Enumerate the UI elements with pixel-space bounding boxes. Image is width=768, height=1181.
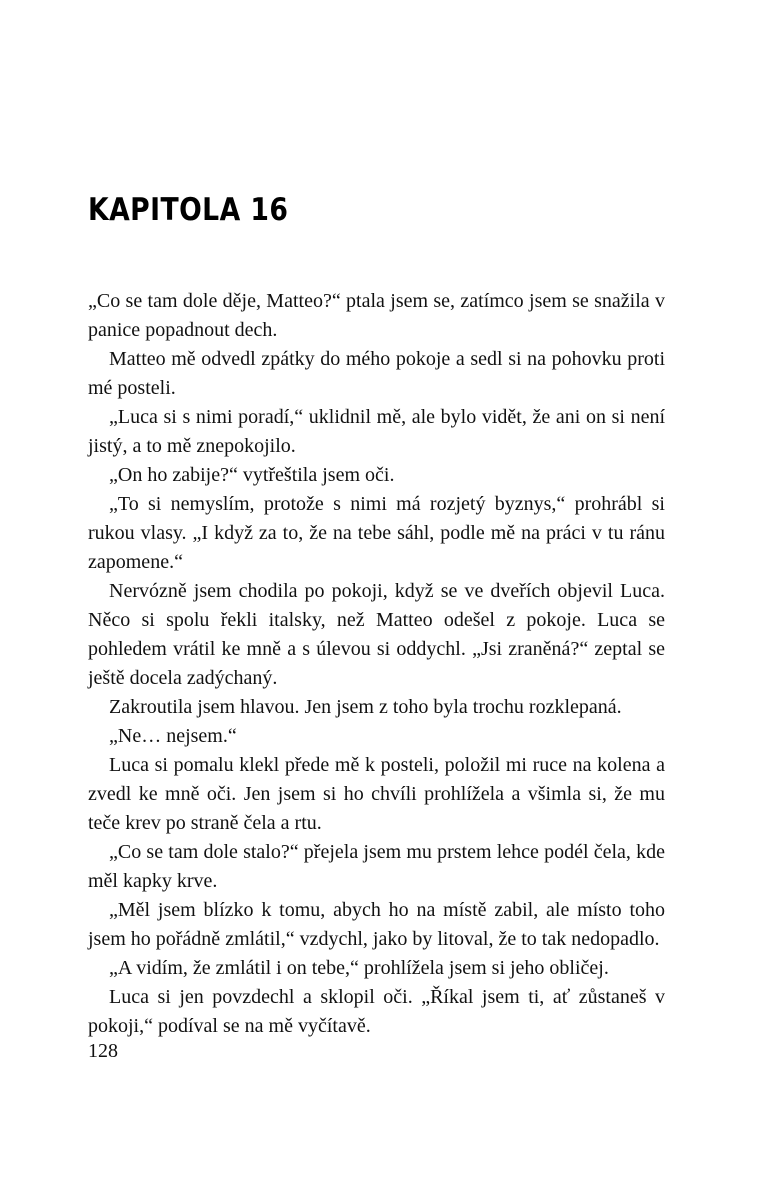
paragraph: Zakroutila jsem hlavou. Jen jsem z toho byla trochu rozklepaná.: [109, 696, 622, 718]
paragraph: Luca si jen povzdechl a sklopil oči. „Říkal jsem ti, ať zůstaneš v pokoji,“ podíval se na mě vyčítavě.: [88, 986, 665, 1037]
paragraph: Nervózně jsem chodila po pokoji, když se ve dveřích objevil Luca. Něco si spolu řekli italsky, než Matteo odešel z pokoje. Luca se pohledem vrátil ke mně a s úlevou si oddychl. „Jsi zraněná?“ zeptal se ještě docela zadýchaný.: [88, 580, 665, 689]
chapter-body: [88, 287, 665, 1041]
chapter-title: KAPITOLA 16: [88, 192, 289, 228]
paragraph: „Co se tam dole stalo?“ přejela jsem mu prstem lehce podél čela, kde měl kapky krve.: [88, 841, 665, 892]
paragraph: Matteo mě odvedl zpátky do mého pokoje a sedl si na pohovku proti mé posteli.: [88, 348, 665, 399]
paragraph: „Co se tam dole děje, Matteo?“ ptala jsem se, zatímco jsem se snažila v panice popadnout dech.: [88, 290, 665, 341]
paragraph: „A vidím, že zmlátil i on tebe,“ prohlížela jsem si jeho obličej.: [109, 957, 609, 979]
paragraph: „Luca si s nimi poradí,“ uklidnil mě, ale bylo vidět, že ani on si není jistý, a to mě znepokojilo.: [88, 406, 665, 457]
paragraph: „On ho zabije?“ vytřeštila jsem oči.: [109, 464, 395, 486]
page-number: 128: [88, 1040, 118, 1062]
paragraph: „Ne… nejsem.“: [109, 725, 237, 747]
paragraph: „To si nemyslím, protože s nimi má rozjetý byznys,“ prohrábl si rukou vlasy. „I když za to, že na tebe sáhl, podle mě na práci v tu ránu zapomene.“: [88, 493, 665, 573]
paragraph: „Měl jsem blízko k tomu, abych ho na místě zabil, ale místo toho jsem ho pořádně zmlátil,“ vzdychl, jako by litoval, že to tak nedopadlo.: [88, 899, 665, 950]
paragraph: Luca si pomalu klekl přede mě k posteli, položil mi ruce na kolena a zvedl ke mně oči. Jen jsem si ho chvíli prohlížela a všimla si, že mu teče krev po straně čela a rtu.: [88, 754, 665, 834]
